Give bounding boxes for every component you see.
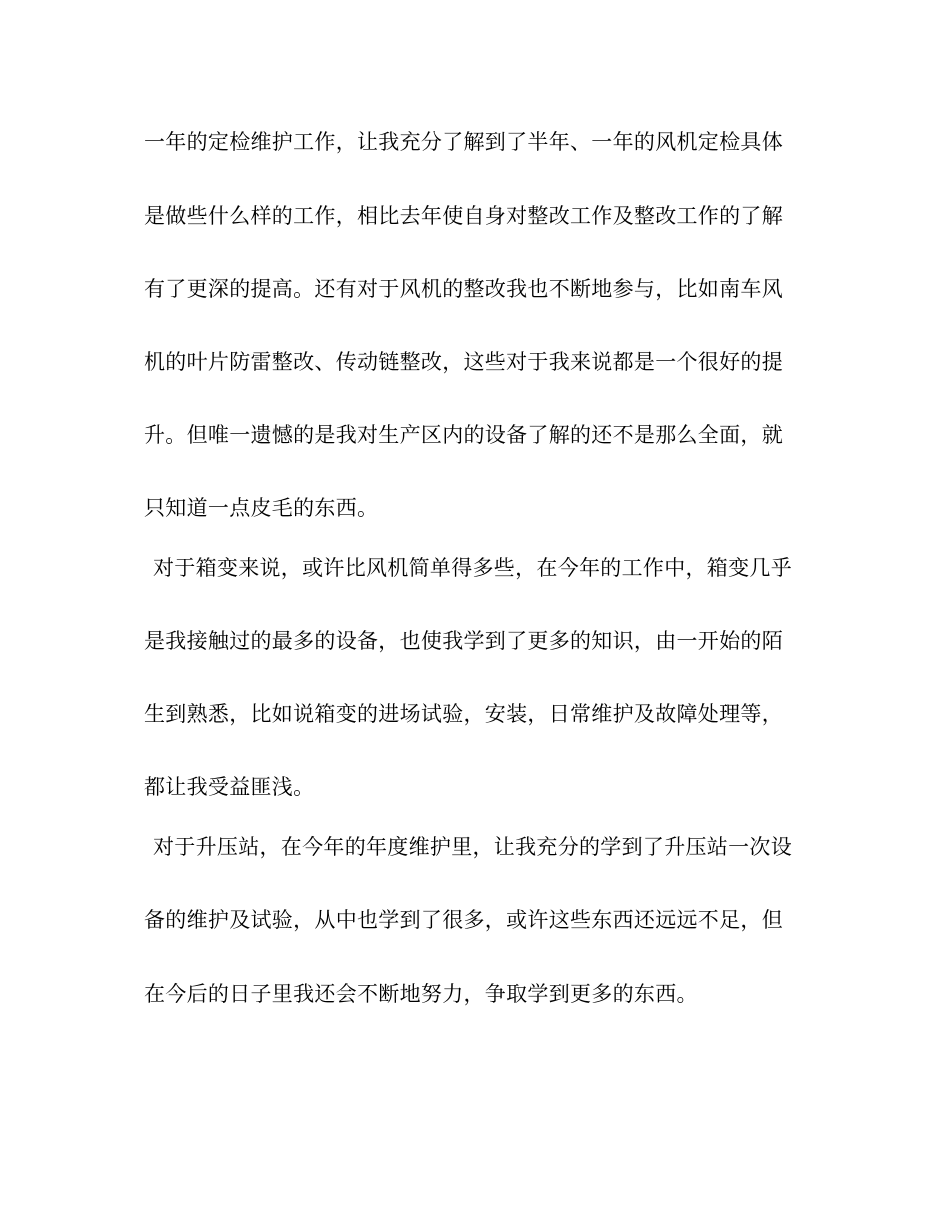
paragraph-1-line-5: 升。但唯一遗憾的是我对生产区内的设备了解的还不是那么全面，就 bbox=[144, 423, 783, 447]
paragraph-2-line-4: 都让我受益匪浅。 bbox=[144, 775, 315, 799]
paragraph-3-line-3: 在今后的日子里我还会不断地努力，争取学到更多的东西。 bbox=[144, 982, 698, 1006]
paragraph-1-line-1: 一年的定检维护工作，让我充分了解到了半年、一年的风机定检具体 bbox=[144, 130, 783, 154]
paragraph-1-line-2: 是做些什么样的工作，相比去年使自身对整改工作及整改工作的了解 bbox=[144, 204, 783, 228]
paragraph-2-line-3: 生到熟悉，比如说箱变的进场试验，安装，日常维护及故障处理等， bbox=[144, 702, 783, 726]
paragraph-3-line-1: 对于升压站，在今年的年度维护里，让我充分的学到了升压站一次设 bbox=[153, 835, 792, 859]
paragraph-2-line-1: 对于箱变来说，或许比风机简单得多些，在今年的工作中，箱变几乎 bbox=[153, 556, 792, 580]
paragraph-2-line-2: 是我接触过的最多的设备，也使我学到了更多的知识，由一开始的陌 bbox=[144, 629, 783, 653]
paragraph-3-line-2: 备的维护及试验，从中也学到了很多，或许这些东西还远远不足，但 bbox=[144, 908, 783, 932]
paragraph-1-line-6: 只知道一点皮毛的东西。 bbox=[144, 496, 379, 520]
paragraph-1-line-4: 机的叶片防雷整改、传动链整改，这些对于我来说都是一个很好的提 bbox=[144, 350, 783, 374]
paragraph-1-line-3: 有了更深的提高。还有对于风机的整改我也不断地参与，比如南车风 bbox=[144, 277, 783, 301]
